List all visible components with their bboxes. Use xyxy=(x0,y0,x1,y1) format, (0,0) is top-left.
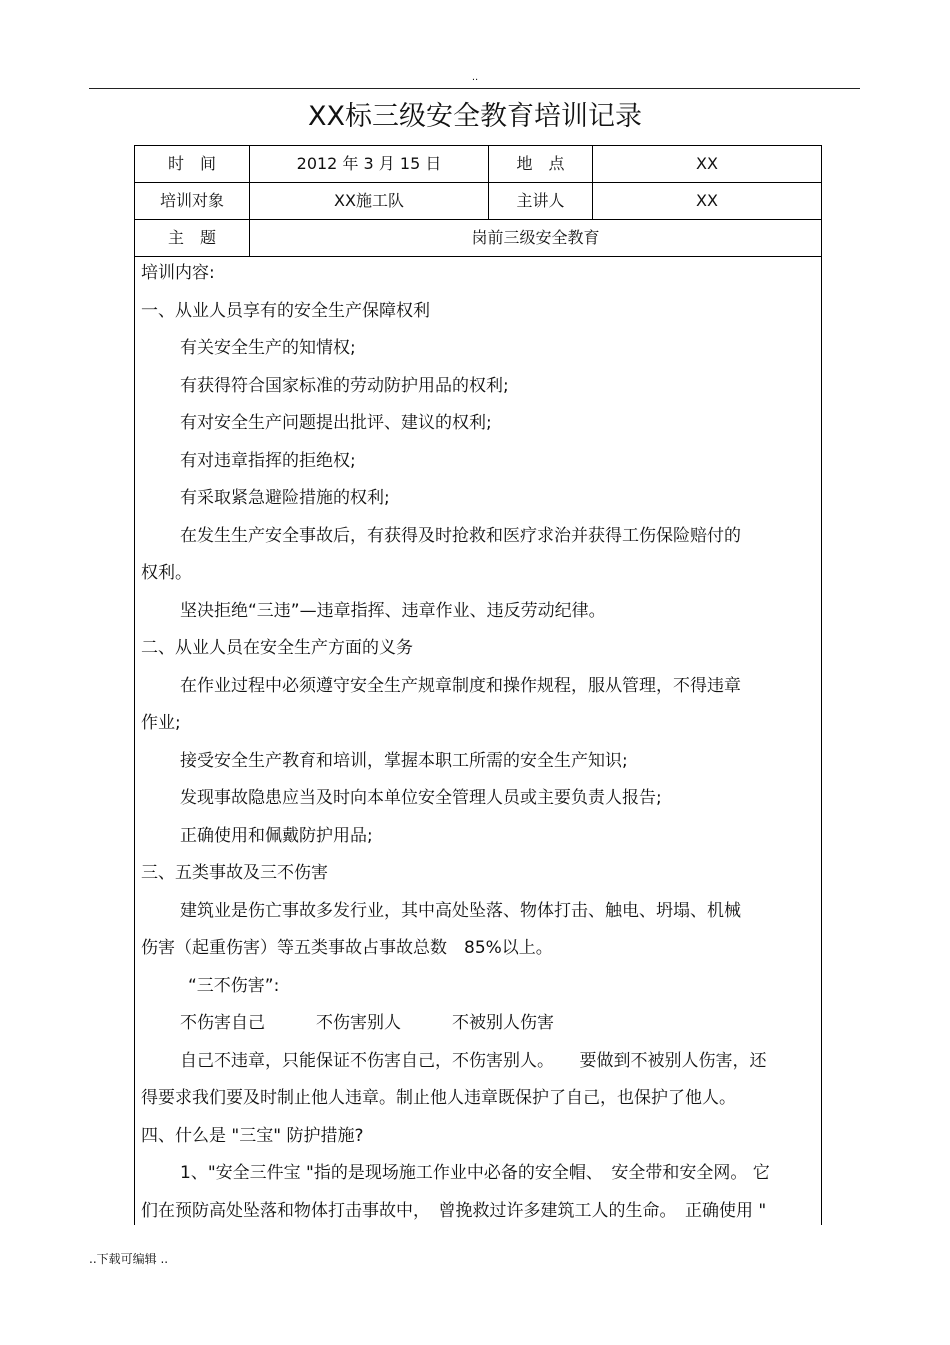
header-rule xyxy=(89,88,860,89)
content-line: 得要求我们要及时制止他人违章。制止他人违章既保护了自己，也保护了他人。 xyxy=(141,1088,736,1108)
speaker-value: XX xyxy=(696,191,718,210)
header-dots: .. xyxy=(471,72,479,83)
content-line: 权利。 xyxy=(141,563,192,583)
section-heading: 三、五类事故及三不伤害 xyxy=(141,863,328,883)
content-line: 坚决拒绝“三违”—违章指挥、违章作业、违反劳动纪律。 xyxy=(180,601,606,621)
content-line: 不伤害自己 不伤害别人 不被别人伤害 xyxy=(180,1013,554,1033)
content-line: 有对安全生产问题提出批评、建议的权利; xyxy=(180,413,492,433)
content-line: 在作业过程中必须遵守安全生产规章制度和操作规程，服从管理，不得违章 xyxy=(180,676,741,696)
target-value: XX施工队 xyxy=(250,183,489,219)
row-target-speaker xyxy=(135,183,821,220)
row-topic xyxy=(135,220,821,257)
section-heading: 二、从业人员在安全生产方面的义务 xyxy=(141,638,413,658)
content-line: 有关安全生产的知情权; xyxy=(180,338,356,358)
content-heading: 培训内容: xyxy=(141,263,215,283)
time-label: 时 间 xyxy=(135,146,250,182)
content-line: 有对违章指挥的拒绝权; xyxy=(180,451,356,471)
content-line: 伤害（起重伤害）等五类事故占事故总数 85%以上。 xyxy=(141,938,553,958)
time-value: 2012 年 3 月 15 日 xyxy=(250,146,489,182)
content-line: 自己不违章，只能保证不伤害自己，不伤害别人。 要做到不被别人伤害，还 xyxy=(180,1051,767,1071)
content-line: 有获得符合国家标准的劳动防护用品的权利; xyxy=(180,376,509,396)
content-line: 发现事故隐患应当及时向本单位安全管理人员或主要负责人报告; xyxy=(180,788,662,808)
content-line: 建筑业是伤亡事故多发行业，其中高处坠落、物体打击、触电、坍塌、机械 xyxy=(180,901,741,921)
place-value: XX xyxy=(696,154,718,173)
section-heading: 一、从业人员享有的安全生产保障权利 xyxy=(141,301,430,321)
content-line: 正确使用和佩戴防护用品; xyxy=(180,826,373,846)
record-table xyxy=(134,145,822,1225)
content-line: “三不伤害”: xyxy=(188,976,280,996)
place-label: 地 点 xyxy=(489,146,593,182)
content-line: 接受安全生产教育和培训，掌握本职工所需的安全生产知识; xyxy=(180,751,628,771)
target-label: 培训对象 xyxy=(135,183,250,219)
footer-note: ..下载可编辑 .. xyxy=(89,1252,169,1266)
content-line: 作业; xyxy=(141,713,181,733)
topic-label: 主 题 xyxy=(135,220,250,256)
content-line: 有采取紧急避险措施的权利; xyxy=(180,488,390,508)
content-line: 1、"安全三件宝 "指的是现场施工作业中必备的安全帽、 安全带和安全网。 它 xyxy=(180,1163,770,1183)
topic-value: 岗前三级安全教育 xyxy=(471,228,600,247)
section-heading: 四、什么是 "三宝" 防护措施? xyxy=(141,1126,364,1146)
row-time-place xyxy=(135,146,821,183)
content-line: 们在预防高处坠落和物体打击事故中， 曾挽救过许多建筑工人的生命。 正确使用 " xyxy=(141,1201,767,1221)
document-title: XX标三级安全教育培训记录 xyxy=(308,101,642,132)
speaker-label: 主讲人 xyxy=(489,183,593,219)
content-line: 在发生生产安全事故后，有获得及时抢救和医疗求治并获得工伤保险赔付的 xyxy=(180,526,741,546)
